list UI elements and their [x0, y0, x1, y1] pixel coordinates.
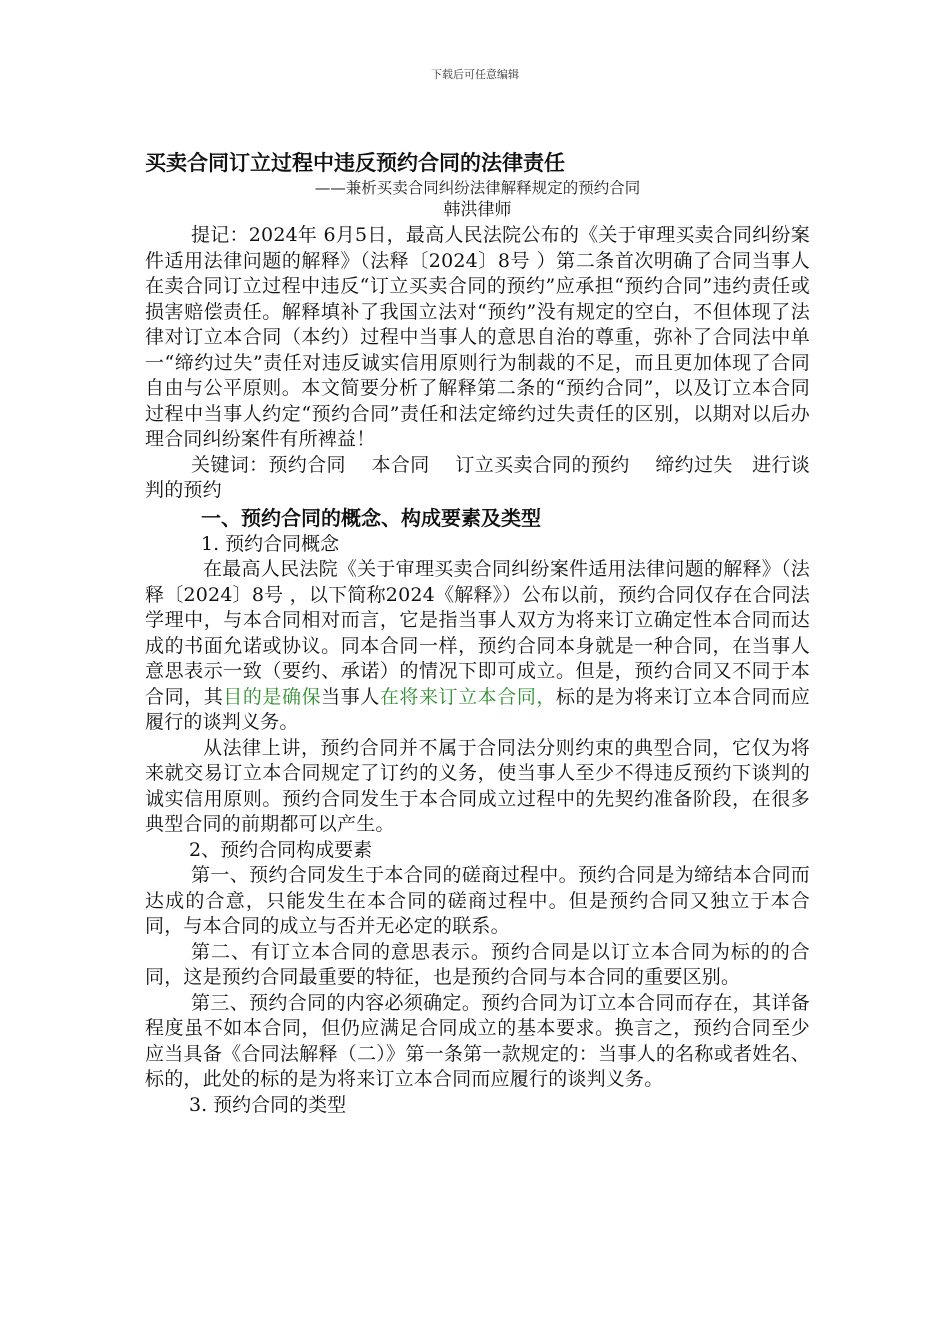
- document-author: 韩洪律师: [443, 200, 512, 220]
- page-header: 下载后可任意编辑: [431, 68, 519, 81]
- body-paragraph-3: 第一、预约合同发生于本合同的磋商过程中。预约合同是为缔结本合同而达成的合意，只能发生在本合同的磋商过程中。但是预约合同又独立于本合同，与本合同的成立与否并无必定的联系。: [145, 864, 810, 937]
- paragraph-text: 在最高人民法院《关于审理买卖合同纠纷案件适用法律问题的解释》（法释〔2024〕8号 ，以下简称2024《解释》）公布以前，预约合同仅存在合同法学理中，与本合同相对而言，它是指当事人双方为将来订立确定性本合同而达成的书面允诺或协议。同本合同一样，预约合同本身就是一种合同，在当事人意思表示一致（要约、承诺）的情况下即可成立。但是，预约合同又不同于本合同，其: [145, 558, 810, 708]
- body-paragraph-4: 第二、有订立本合同的意思表示。预约合同是以订立本合同为标的的合同，这是预约合同最重要的特征，也是预约合同与本合同的重要区别。: [145, 940, 810, 988]
- highlighted-text: 目的是确保: [223, 685, 322, 708]
- abstract-paragraph: 提记：2024年 6月5日，最高人民法院公布的《关于审理买卖合同纠纷案件适用法律问题的解释》（法释〔2024〕8号 ）第二条首次明确了合同当事人在卖合同订立过程中违反“订立买卖合同的预约”应承担“预约合同”违约责任或损害赔偿责任。解释填补了我国立法对“预约”没有规定的空白，不但体现了法律对订立本合同（本约）过程中当事人的意思自治的尊重，弥补了合同法中单一“缔约过失”责任对违反诚实信用原则行为制裁的不足，而且更加体现了合同自由与公平原则。本文简要分析了解释第二条的“预约合同”，以及订立本合同过程中当事人约定“预约合同”责任和法定缔约过失责任的区别，以期对以后办理合同纠纷案件有所裨益！: [145, 224, 810, 450]
- subsection-heading-2: 2、预约合同构成要素: [189, 838, 373, 861]
- paragraph-text: 标的是为将来订立本合同而应履行的谈判义务。: [145, 685, 810, 733]
- paragraph-text: 当事人: [321, 685, 380, 708]
- body-paragraph-5: 第三、预约合同的内容必须确定。预约合同为订立本合同而存在，其详备程度虽不如本合同，但仍应满足合同成立的基本要求。换言之，预约合同至少应当具备《合同法解释（二）》第一条第一款规定的：当事人的名称或者姓名、标的，此处的标的是为将来订立本合同而应履行的谈判义务。: [145, 991, 810, 1090]
- document-body: [145, 148, 810, 1118]
- document-title: 买卖合同订立过程中违反预约合同的法律责任: [145, 151, 565, 175]
- subsection-heading-1: 1. 预约合同概念: [201, 532, 340, 555]
- keywords-paragraph: 关键词：预约合同 本合同 订立买卖合同的预约 缔约过失 进行谈判的预约: [145, 453, 810, 501]
- subsection-heading-3: 3. 预约合同的类型: [189, 1093, 347, 1116]
- body-paragraph-1: [145, 557, 810, 736]
- highlighted-text: 在将来订立本合同，: [379, 685, 556, 708]
- section-heading-1: 一、预约合同的概念、构成要素及类型: [201, 505, 541, 530]
- body-paragraph-2: 从法律上讲，预约合同并不属于合同法分则约束的典型合同，它仅为将来就交易订立本合同规定了订约的义务，使当事人至少不得违反预约下谈判的诚实信用原则。预约合同发生于本合同成立过程中的先契约准备阶段，在很多典型合同的前期都可以产生。: [145, 736, 810, 835]
- document-subtitle: ——兼析买卖合同纠纷法律解释规定的预约合同: [314, 179, 641, 197]
